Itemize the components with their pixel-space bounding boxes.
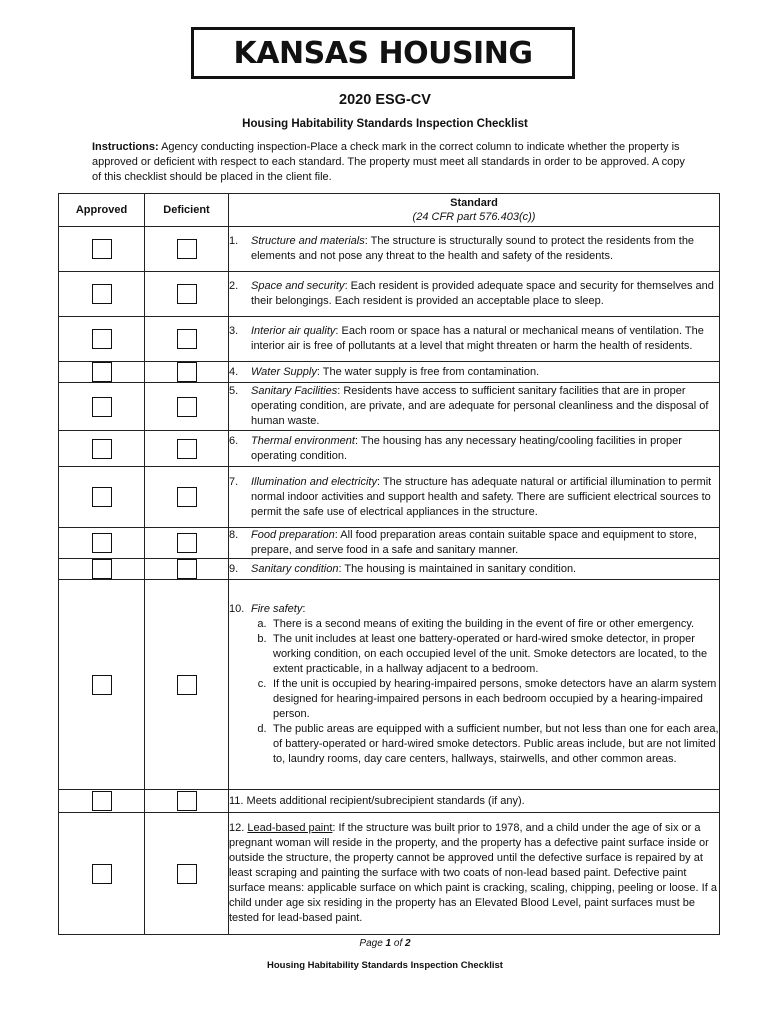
standard-text: : The housing is maintained in sanitary condition.: [338, 562, 577, 575]
approved-cell: [59, 272, 145, 317]
deficient-checkbox[interactable]: [177, 362, 197, 382]
standard-number: 5.: [229, 385, 239, 397]
standard-cell: 11. Meets additional recipient/subrecipient standards (if any).: [229, 790, 720, 813]
deficient-checkbox[interactable]: [177, 397, 197, 417]
subitem-letter: b.: [257, 633, 267, 645]
standard-cell: [229, 317, 720, 362]
approved-checkbox[interactable]: [92, 559, 112, 579]
deficient-checkbox[interactable]: [177, 439, 197, 459]
standard-cell: [229, 431, 720, 467]
page-of: of: [391, 938, 406, 949]
standard-number: 6.: [229, 434, 239, 447]
page-number: [0, 938, 770, 949]
inspection-checklist-table: [58, 193, 720, 935]
standard-number: 7.: [229, 475, 239, 488]
standard-column-citation: (24 CFR part 576.403(c)): [412, 211, 536, 223]
standard-number: 1.: [229, 235, 239, 247]
approved-cell: [59, 580, 145, 790]
deficient-checkbox[interactable]: [177, 239, 197, 259]
table-row: [59, 790, 720, 813]
page-current: 1: [385, 938, 392, 949]
standard-column-header: [229, 194, 720, 227]
subitem-letter: d.: [257, 723, 267, 735]
standard-term: Lead-based paint: [247, 822, 333, 834]
standard-term: Food preparation: [251, 529, 335, 541]
deficient-cell: [145, 580, 229, 790]
standard-number: 12.: [229, 822, 248, 834]
approved-checkbox[interactable]: [92, 533, 112, 553]
deficient-cell: [145, 431, 229, 467]
standard-term: Water Supply: [251, 365, 317, 378]
standard-number: 2.: [229, 280, 239, 292]
standard-term: Illumination and electricity: [251, 475, 377, 488]
approved-cell: [59, 813, 145, 935]
standard-cell: [229, 227, 720, 272]
standard-number: 8.: [229, 529, 239, 541]
approved-checkbox[interactable]: [92, 675, 112, 695]
deficient-cell: [145, 317, 229, 362]
table-row: [59, 559, 720, 580]
standard-cell: [229, 467, 720, 528]
deficient-cell: [145, 272, 229, 317]
standard-column-title: Standard: [450, 197, 498, 209]
approved-cell: [59, 790, 145, 813]
page-prefix: Page: [359, 938, 386, 949]
standard-text: : The housing has any necessary heating/cooling facilities in proper operating condition.: [251, 434, 682, 462]
deficient-checkbox[interactable]: [177, 559, 197, 579]
logo-text: KANSAS HOUSING: [233, 35, 533, 71]
standard-term: Sanitary condition: [251, 562, 339, 575]
standard-cell: [229, 580, 720, 790]
fire-subitem: [251, 722, 719, 767]
approved-cell: [59, 383, 145, 431]
approved-cell: [59, 431, 145, 467]
subitem-text: There is a second means of exiting the building in the event of fire or other emergency.: [273, 618, 695, 630]
standard-term: Fire safety: [251, 603, 303, 615]
approved-cell: [59, 467, 145, 528]
deficient-checkbox[interactable]: [177, 329, 197, 349]
standard-number: 4.: [229, 365, 239, 378]
table-row: [59, 528, 720, 559]
kansas-housing-logo: [191, 27, 575, 79]
table-row: [59, 383, 720, 431]
table-row: [59, 467, 720, 528]
deficient-checkbox[interactable]: [177, 864, 197, 884]
approved-checkbox[interactable]: [92, 362, 112, 382]
deficient-cell: [145, 813, 229, 935]
standard-text: : Each room or space has a natural or mechanical means of ventilation. The interior air is free of pollutants at a level that might threaten or harm the health of residents.: [251, 325, 704, 352]
document-title: 2020 ESG-CV: [339, 92, 431, 108]
approved-checkbox[interactable]: [92, 397, 112, 417]
standard-cell: [229, 362, 720, 383]
fire-subitem: [251, 617, 719, 632]
approved-checkbox[interactable]: [92, 284, 112, 304]
standard-term: Sanitary Facilities: [251, 385, 338, 397]
approved-checkbox[interactable]: [92, 864, 112, 884]
deficient-checkbox[interactable]: [177, 533, 197, 553]
deficient-checkbox[interactable]: [177, 487, 197, 507]
approved-cell: [59, 317, 145, 362]
subitem-text: If the unit is occupied by hearing-impaired persons, smoke detectors have an alarm system designed for hearing-impaired persons in each bedroom occupied by a hearing-impaired person.: [273, 678, 717, 720]
standard-number: 3.: [229, 325, 239, 337]
fire-subitem: [251, 677, 719, 722]
instructions-paragraph: [92, 140, 692, 185]
approved-cell: [59, 227, 145, 272]
standard-term: Space and security: [251, 280, 345, 292]
instructions-label: Instructions:: [92, 141, 159, 153]
standard-text: : If the structure was built prior to 1978, and a child under the age of six or a pregnant woman will reside in the property, and the property has a defective paint surface inside or outside the structure, the property cannot be approved until the defective surface is repaired by at least scraping and painting the surface with two coats of non-lead based paint. Defective paint surface means: applicable surface on which paint is cracking, scaling, chipping, peeling or loose. If a child under age six residing in the property has an Elevated Blood Level, paint surfaces must be tested for lead-based paint.: [229, 822, 717, 924]
approved-column-header: Approved: [59, 194, 145, 227]
page-total: 2: [405, 938, 411, 949]
subitem-letter: c.: [257, 678, 267, 690]
standard-cell: [229, 272, 720, 317]
table-row: [59, 227, 720, 272]
standard-text: : Each resident is provided adequate space and security for themselves and their belongings. Each resident is provided an acceptable place to sleep.: [251, 280, 714, 307]
deficient-checkbox[interactable]: [177, 284, 197, 304]
standard-number: 9.: [229, 562, 239, 575]
standard-cell: [229, 383, 720, 431]
deficient-cell: [145, 528, 229, 559]
footer-title: Housing Habitability Standards Inspection Checklist: [267, 960, 503, 971]
deficient-cell: [145, 383, 229, 431]
table-row-fire-safety: [59, 580, 720, 790]
subitem-text: The public areas are equipped with a sufficient number, but not less than one for each area, of battery-operated or hard-wired smoke detectors. Public areas include, but are not limited to, laundry rooms, day care centers, hallways, stairwells, and other common areas.: [273, 723, 719, 765]
table-row-lead-paint: [59, 813, 720, 935]
approved-checkbox[interactable]: [92, 791, 112, 811]
approved-cell: [59, 559, 145, 580]
standard-colon: :: [302, 603, 306, 615]
instructions-text: Agency conducting inspection-Place a check mark in the correct column to indicate whether the property is approved or deficient with respect to each standard. The property must meet all standards in order to be approved. A copy of this checklist should be placed in the client file.: [92, 141, 685, 183]
deficient-cell: [145, 790, 229, 813]
standard-text: : The structure is structurally sound to protect the residents from the elements and not pose any threat to the health and safety of the residents.: [251, 235, 695, 262]
deficient-cell: [145, 559, 229, 580]
standard-term: Interior air quality: [251, 325, 336, 337]
standard-text: : The water supply is free from contamination.: [316, 365, 540, 378]
table-row: [59, 272, 720, 317]
standard-cell: [229, 528, 720, 559]
fire-subitem: [251, 632, 719, 677]
approved-checkbox[interactable]: [92, 439, 112, 459]
deficient-column-header: Deficient: [145, 194, 229, 227]
table-row: [59, 317, 720, 362]
table-header-row: [59, 194, 720, 227]
standard-term: Thermal environment: [251, 434, 355, 447]
approved-checkbox[interactable]: [92, 487, 112, 507]
deficient-cell: [145, 227, 229, 272]
standard-number: 10.: [229, 603, 245, 615]
approved-cell: [59, 528, 145, 559]
standard-text: : Residents have access to sufficient sanitary facilities that are in proper operating condition, are private, and are adequate for personal cleanliness and the disposal of human waste.: [251, 385, 709, 427]
subitem-letter: a.: [257, 618, 267, 630]
deficient-checkbox[interactable]: [177, 675, 197, 695]
subitem-text: The unit includes at least one battery-operated or hard-wired smoke detector, in proper working condition, on each occupied level of the unit. Smoke detectors are located, to the extent practicable, in a hallway adjacent to a bedroom.: [273, 633, 708, 675]
document-subtitle: Housing Habitability Standards Inspection Checklist: [242, 118, 528, 130]
standard-text: : The structure has adequate natural or artificial illumination to permit normal indoor activities and support health and safety. There are sufficient electrical sources to permit the safe use of electrical appliances in the structure.: [251, 475, 712, 518]
table-row: [59, 362, 720, 383]
approved-checkbox[interactable]: [92, 239, 112, 259]
deficient-checkbox[interactable]: [177, 791, 197, 811]
approved-cell: [59, 362, 145, 383]
deficient-cell: [145, 362, 229, 383]
standard-term: Structure and materials: [251, 235, 365, 247]
deficient-cell: [145, 467, 229, 528]
approved-checkbox[interactable]: [92, 329, 112, 349]
standard-text: : All food preparation areas contain suitable space and equipment to store, prepare, and serve food in a safe and sanitary manner.: [251, 529, 697, 556]
standard-cell: [229, 813, 720, 935]
table-row: [59, 431, 720, 467]
standard-cell: [229, 559, 720, 580]
